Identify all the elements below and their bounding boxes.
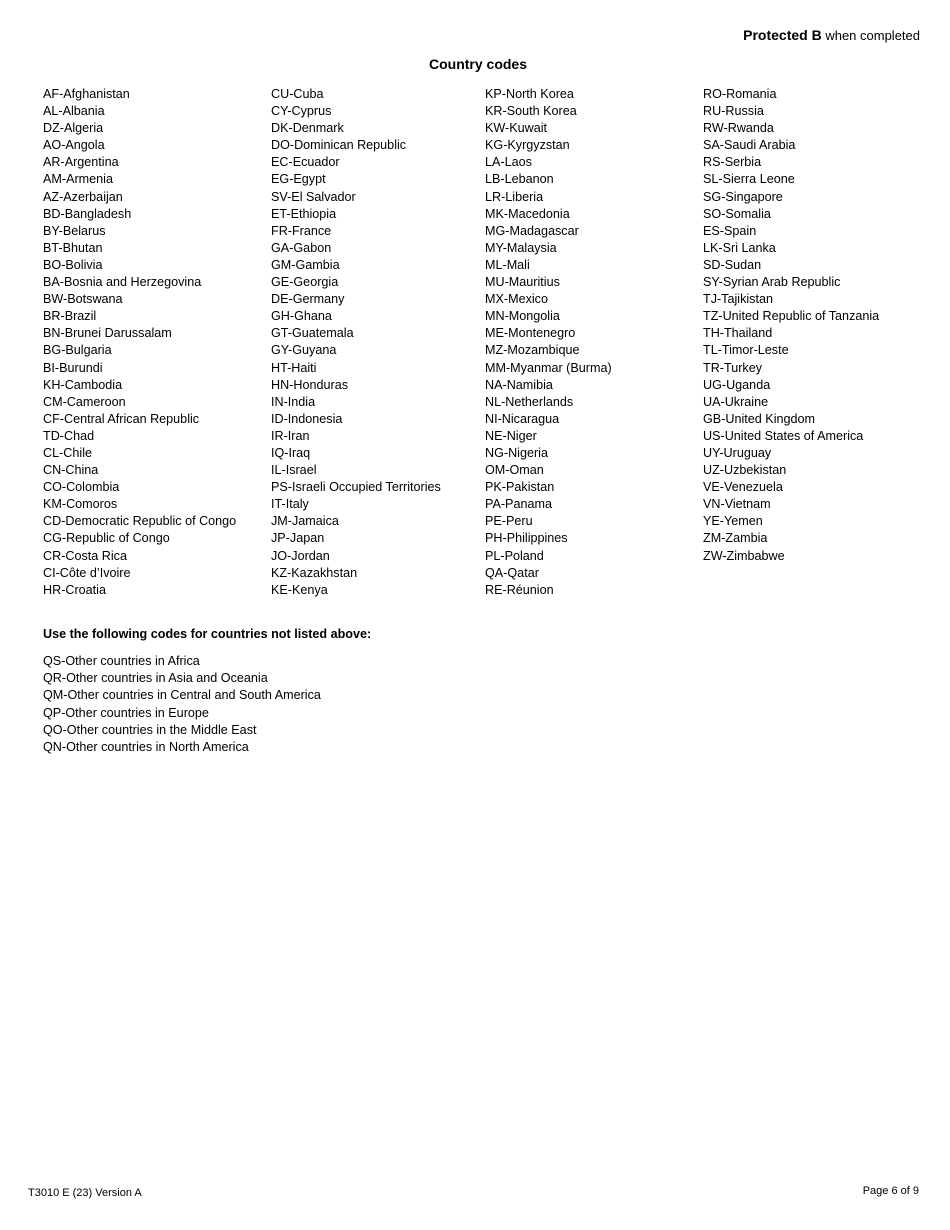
country-code-item: BO-Bolivia	[43, 257, 103, 272]
country-code-item: CD-Democratic Republic of Congo	[43, 514, 237, 529]
country-code-item: KR-South Korea	[485, 104, 577, 119]
country-code-item: PA-Panama	[485, 497, 552, 512]
country-code-item: HR-Croatia	[43, 582, 106, 597]
country-code-item: KG-Kyrgyzstan	[485, 138, 570, 153]
country-code-item: ES-Spain	[703, 223, 757, 238]
country-code-item: KM-Comoros	[43, 497, 118, 512]
country-code-item: KW-Kuwait	[485, 121, 548, 136]
country-code-item: SA-Saudi Arabia	[703, 138, 796, 153]
country-code-item: BT-Bhutan	[43, 240, 103, 255]
country-code-item: TH-Thailand	[703, 326, 773, 341]
country-code-item: DZ-Algeria	[43, 121, 104, 136]
country-code-item: BR-Brazil	[43, 309, 97, 324]
country-code-item: VE-Venezuela	[703, 480, 783, 495]
country-code-item: HT-Haiti	[271, 360, 317, 375]
country-code-item: EC-Ecuador	[271, 155, 340, 170]
country-code-item: KH-Cambodia	[43, 377, 123, 392]
country-code-item: EG-Egypt	[271, 172, 326, 187]
country-code-item: PL-Poland	[485, 548, 544, 563]
country-code-item: UZ-Uzbekistan	[703, 463, 787, 478]
country-code-item: GT-Guatemala	[271, 326, 354, 341]
country-code-item: US-United States of America	[703, 428, 864, 443]
country-code-item: BY-Belarus	[43, 223, 106, 238]
country-code-item: DO-Dominican Republic	[271, 138, 407, 153]
country-code-item: CL-Chile	[43, 445, 92, 460]
country-code-item: CY-Cyprus	[271, 104, 332, 119]
country-code-item: RO-Romania	[703, 87, 777, 101]
country-code-item: DE-Germany	[271, 292, 345, 307]
country-code-item: LA-Laos	[485, 155, 532, 170]
country-code-item: RU-Russia	[703, 104, 764, 119]
country-code-item: MG-Madagascar	[485, 223, 579, 238]
other-codes-heading: Use the following codes for countries not listed above:	[43, 627, 372, 641]
country-code-item: GM-Gambia	[271, 257, 340, 272]
country-code-item: GE-Georgia	[271, 275, 339, 290]
other-code-item: QM-Other countries in Central and South America	[43, 688, 321, 703]
country-code-item: MX-Mexico	[485, 292, 548, 307]
country-code-item: ZW-Zimbabwe	[703, 548, 785, 563]
country-code-item: KP-North Korea	[485, 87, 574, 101]
other-code-item: QS-Other countries in Africa	[43, 654, 200, 668]
country-code-item: MY-Malaysia	[485, 240, 557, 255]
country-code-item: CU-Cuba	[271, 87, 324, 101]
other-code-item: QP-Other countries in Europe	[43, 705, 209, 720]
country-code-item: ID-Indonesia	[271, 411, 343, 426]
country-code-item: IT-Italy	[271, 497, 309, 512]
country-code-item: SY-Syrian Arab Republic	[703, 275, 841, 290]
country-code-item: MU-Mauritius	[485, 275, 560, 290]
country-code-item: YE-Yemen	[703, 514, 763, 529]
country-code-item: AL-Albania	[43, 104, 105, 119]
country-code-item: BD-Bangladesh	[43, 206, 132, 221]
country-column-4	[703, 86, 879, 565]
country-code-item: LB-Lebanon	[485, 172, 554, 187]
country-code-item: MK-Macedonia	[485, 206, 570, 221]
other-code-item: QR-Other countries in Asia and Oceania	[43, 671, 268, 686]
country-code-item: NL-Netherlands	[485, 394, 574, 409]
form-identifier: T3010 E (23) Version A	[28, 1187, 142, 1199]
country-code-item: RS-Serbia	[703, 155, 762, 170]
country-code-item: ML-Mali	[485, 257, 530, 272]
country-code-item: KE-Kenya	[271, 582, 328, 597]
country-column-2	[271, 86, 441, 599]
country-code-item: AM-Armenia	[43, 172, 113, 187]
country-code-item: BI-Burundi	[43, 360, 103, 375]
country-code-item: TJ-Tajikistan	[703, 292, 773, 307]
country-code-item: BN-Brunei Darussalam	[43, 326, 172, 341]
country-code-item: UA-Ukraine	[703, 394, 769, 409]
protected-label: Protected B	[743, 27, 822, 43]
country-code-item: QA-Qatar	[485, 565, 539, 580]
country-code-item: SG-Singapore	[703, 189, 783, 204]
country-code-item: HN-Honduras	[271, 377, 348, 392]
country-code-item: IR-Iran	[271, 428, 310, 443]
country-code-item: TL-Timor-Leste	[703, 343, 789, 358]
country-code-item: RE-Réunion	[485, 582, 554, 597]
country-code-item: AR-Argentina	[43, 155, 119, 170]
other-codes-list	[43, 653, 321, 756]
country-code-item: NI-Nicaragua	[485, 411, 560, 426]
country-code-item: UG-Uganda	[703, 377, 771, 392]
country-code-item: JP-Japan	[271, 531, 325, 546]
country-code-item: MN-Mongolia	[485, 309, 560, 324]
country-code-item: PK-Pakistan	[485, 480, 555, 495]
country-code-item: TR-Turkey	[703, 360, 763, 375]
country-code-item: IQ-Iraq	[271, 445, 311, 460]
country-code-item: AF-Afghanistan	[43, 87, 130, 101]
country-code-item: PH-Philippines	[485, 531, 568, 546]
country-code-item: LK-Sri Lanka	[703, 240, 776, 255]
country-code-item: BW-Botswana	[43, 292, 123, 307]
country-code-item: ZM-Zambia	[703, 531, 768, 546]
country-code-item: AZ-Azerbaijan	[43, 189, 123, 204]
country-code-item: SV-El Salvador	[271, 189, 356, 204]
country-code-item: CR-Costa Rica	[43, 548, 127, 563]
country-code-item: VN-Vietnam	[703, 497, 771, 512]
country-code-item: ET-Ethiopia	[271, 206, 337, 221]
page-number: Page 6 of 9	[862, 1185, 919, 1197]
country-code-item: MM-Myanmar (Burma)	[485, 360, 612, 375]
country-code-item: CM-Cameroon	[43, 394, 126, 409]
country-code-item: CG-Republic of Congo	[43, 531, 170, 546]
country-code-item: SO-Somalia	[703, 206, 771, 221]
country-code-item: NG-Nigeria	[485, 445, 548, 460]
country-code-item: GH-Ghana	[271, 309, 332, 324]
country-code-item: IN-India	[271, 394, 316, 409]
country-code-item: JM-Jamaica	[271, 514, 339, 529]
country-code-item: KZ-Kazakhstan	[271, 565, 358, 580]
country-code-item: UY-Uruguay	[703, 445, 772, 460]
country-code-item: LR-Liberia	[485, 189, 544, 204]
country-code-item: FR-France	[271, 223, 332, 238]
country-code-item: BA-Bosnia and Herzegovina	[43, 275, 202, 290]
country-column-1	[43, 86, 236, 599]
country-code-item: JO-Jordan	[271, 548, 330, 563]
protected-notice	[743, 27, 920, 43]
country-code-item: RW-Rwanda	[703, 121, 774, 136]
country-code-item: SD-Sudan	[703, 257, 762, 272]
country-code-item: IL-Israel	[271, 463, 317, 478]
country-code-item: GY-Guyana	[271, 343, 337, 358]
country-code-item: CF-Central African Republic	[43, 411, 200, 426]
protected-suffix: when completed	[825, 28, 920, 43]
country-code-item: CI-Côte d’Ivoire	[43, 565, 131, 580]
country-code-item: CN-China	[43, 463, 99, 478]
country-code-item: ME-Montenegro	[485, 326, 576, 341]
country-code-item: DK-Denmark	[271, 121, 344, 136]
other-code-item: QO-Other countries in the Middle East	[43, 722, 257, 737]
country-code-item: PS-Israeli Occupied Territories	[271, 480, 441, 495]
country-code-item: NE-Niger	[485, 428, 537, 443]
page-title: Country codes	[428, 56, 527, 72]
country-code-item: BG-Bulgaria	[43, 343, 112, 358]
country-column-3	[485, 86, 612, 599]
country-code-item: OM-Oman	[485, 463, 544, 478]
other-code-item: QN-Other countries in North America	[43, 739, 249, 754]
country-code-item: AO-Angola	[43, 138, 105, 153]
country-code-item: NA-Namibia	[485, 377, 553, 392]
country-code-item: PE-Peru	[485, 514, 533, 529]
country-code-item: GA-Gabon	[271, 240, 332, 255]
country-code-item: TD-Chad	[43, 428, 95, 443]
country-code-item: CO-Colombia	[43, 480, 120, 495]
country-code-item: MZ-Mozambique	[485, 343, 580, 358]
country-code-item: GB-United Kingdom	[703, 411, 815, 426]
country-code-item: TZ-United Republic of Tanzania	[703, 309, 880, 324]
country-code-item: SL-Sierra Leone	[703, 172, 795, 187]
